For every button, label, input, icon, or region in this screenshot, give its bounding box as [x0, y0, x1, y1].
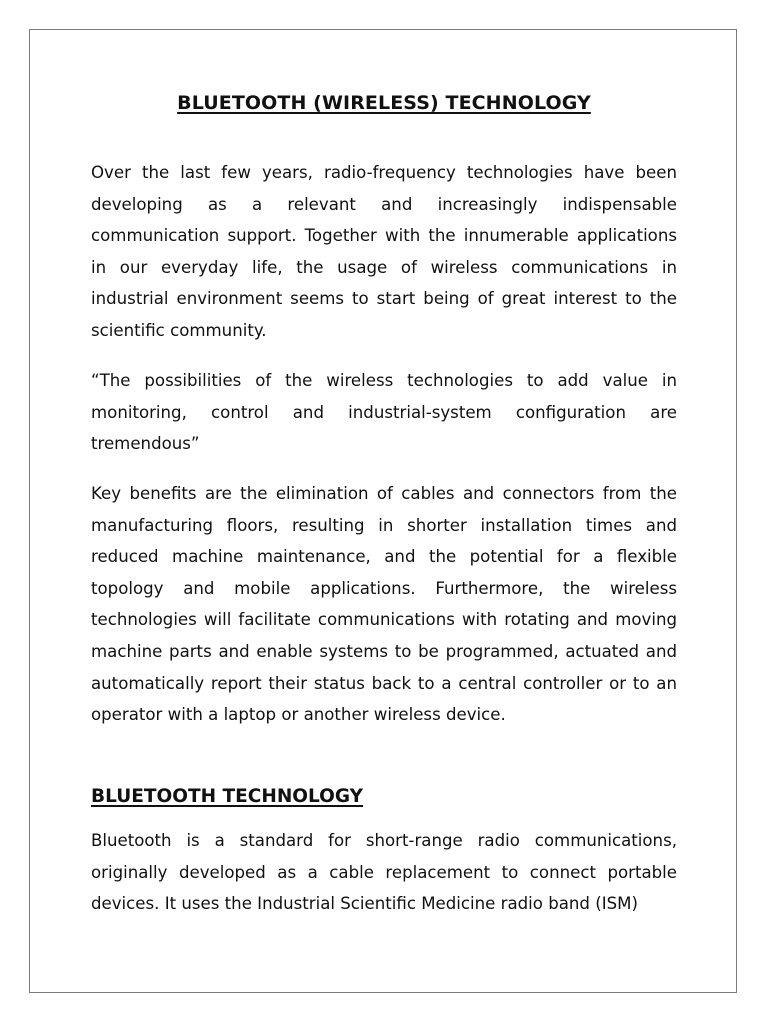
section-heading: BLUETOOTH TECHNOLOGY	[91, 786, 364, 807]
benefits-paragraph: Key benefits are the elimination of cables and connectors from the manufacturing floors, resulting in shorter installation times and reduced machine maintenance, and the potential for a flexible topology and mobile applications. Furthermore, the wireless technologies will facilitate communications with rotating and moving machine parts and enable systems to be programmed, actuated and automatically report their status back to a central controller or to an operator with a laptop or another wireless device.	[91, 484, 677, 725]
intro-paragraph: Over the last few years, radio-frequency technologies have been developing as a relevant and increasingly indispensable communication support. Together with the innumerable applications in our everyday life, the usage of wireless communications in industrial environment seems to start being of great interest to the scientific community.	[91, 163, 677, 340]
document-title: BLUETOOTH (WIRELESS) TECHNOLOGY	[177, 92, 591, 114]
quote-paragraph: “The possibilities of the wireless technologies to add value in monitoring, control and industrial-system configuration are tremendous”	[91, 371, 677, 454]
bluetooth-paragraph: Bluetooth is a standard for short-range radio communications, originally developed as a cable replacement to connect portable devices. It uses the Industrial Scientific Medicine radio band (ISM)	[91, 831, 677, 914]
